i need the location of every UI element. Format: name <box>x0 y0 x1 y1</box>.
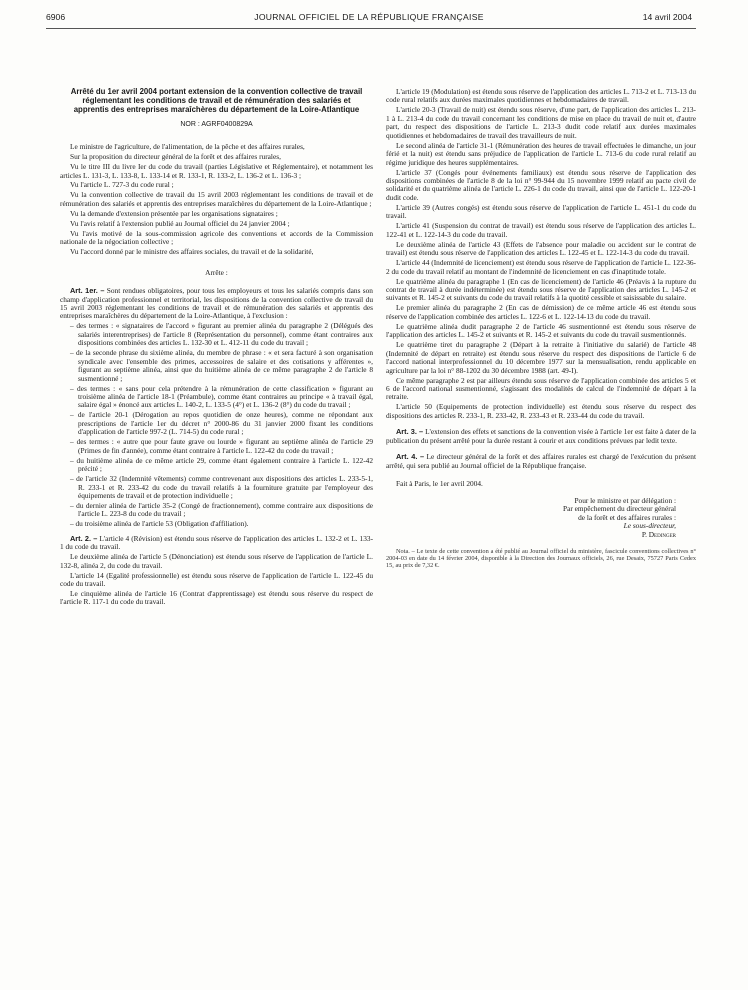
exclusion-item: – du dernier alinéa de l'article 35-2 (Congé de fractionnement), comme contraire aux dispositions de l'article L. 223-8 du code du travail ; <box>70 500 373 519</box>
paragraph: Le cinquième alinéa de l'article 16 (Contrat d'apprentissage) est étendu sous réserve du respect de l'article R. 117-1 du code du travail. <box>60 589 373 607</box>
paragraph: L'article 19 (Modulation) est étendu sous réserve de l'application des articles L. 713-2 et L. 713-13 du code rural relatifs aux durées maximales quotidiennes et hebdomadaires de travail. <box>386 87 696 105</box>
paragraph: Le quatrième alinéa dudit paragraphe 2 de l'article 46 susmentionné est étendu sous réserve de l'application des articles L. 145-2 et suivants et R. 145-2 et suivants du code du travail susmentionnés. <box>386 321 696 340</box>
exclusion-item: – des termes : « sans pour cela prétendre à la rémunération de cette classification » figurant au troisième alinéa de l'article 18-1 (Préambule), comme étant contraires au principe « à travail égal, salaire égal » énoncé aux articles L. 140-2, L. 133-5 (4°) et L. 136-2 (8°) du code du travail ; <box>70 383 373 410</box>
signature-line: Par empêchement du directeur général <box>563 504 676 514</box>
article-text: Le directeur général de la forêt et des affaires rurales est chargé de l'exécution du présent arrêté, qui sera publié au Journal officiel de la République française. <box>386 452 697 470</box>
paragraph: Le deuxième alinéa de l'article 5 (Dénonciation) est étendu sous réserve de l'application de l'article L. 132-8, alinéa 2, du code du travail. <box>60 552 373 570</box>
paragraph: Vu l'avis motivé de la sous-commission agricole des conventions et accords de la Commission nationale de la négociation collective ; <box>60 228 373 247</box>
exclusion-item: – du huitième alinéa de ce même article 29, comme étant également contraire à l'article L. 122-42 précité ; <box>70 455 373 474</box>
footnote: Nota. – Le texte de cette convention a été publié au Journal officiel du ministère, fascicule conventions collectives n° 2004-03 en date du 14 février 2004, disponible à la Direction des Journaux officiels, 26, rue Desaix, 75727 Paris Cedex 15, au prix de 7,32 €. <box>386 547 696 570</box>
done-at: Fait à Paris, le 1er avril 2004. <box>396 479 483 489</box>
article-3 <box>386 428 696 445</box>
paragraph: L'article 41 (Suspension du contrat de travail) est étendu sous réserve de l'application des articles L. 122-41 et L. 122-14-3 du code du travail. <box>386 221 696 239</box>
paragraph: L'article 44 (Indemnité de licenciement) est étendu sous réserve de l'application de l'article L. 122-36-2 du code du travail relatif au montant de l'indemnité de licenciement en cas d'inaptitude totale. <box>386 258 696 276</box>
signature-block <box>386 497 676 540</box>
paragraph: Ce même paragraphe 2 est par ailleurs étendu sous réserve de l'application combinée des articles 5 et 6 de l'accord national susmentionné, s'agissant des modalités de calcul de l'indemnité de départ à la retraite. <box>386 375 696 402</box>
exclusion-item: – de la seconde phrase du sixième alinéa, du membre de phrase : « et sera facturé à son organisation syndicale avec l'ensemble des primes, accessoires de salaire et des cotisations y afférentes », figurant au septième alinéa, ainsi que du huitième alinéa de ce même paragraphe 2 de l'article 8 susmentionné ; <box>70 348 373 383</box>
decree-title: Arrêté du 1er avril 2004 portant extension de la convention collective de travail réglementant les conditions de travail et de rémunération des salariés et apprentis des entreprises maraîchères du département de la Loire-Atlantique <box>70 87 363 114</box>
paragraph: Vu l'article L. 727-3 du code rural ; <box>70 180 174 190</box>
signature-line: Le sous-directeur, <box>623 521 676 531</box>
signature-line: Pour le ministre et par délégation : <box>574 495 676 505</box>
article-label: Art. 2. – <box>70 533 98 543</box>
page-header <box>46 12 692 28</box>
paragraph: Vu la demande d'extension présentée par les organisations signataires ; <box>70 208 278 218</box>
paragraph: L'article 37 (Congés pour événements familiaux) est étendu sous réserve de l'application des dispositions combinées de l'article 8 de la loi n° 99-944 du 15 novembre 1999 relatif au pacte civil de solidarité et du quatrième alinéa de l'article L. 226-1 du code du travail, ainsi que de l'article L. 122-20-1 dudit code. <box>386 167 696 202</box>
header-rule <box>46 28 696 29</box>
issue-date: 14 avril 2004 <box>642 12 692 22</box>
article-4 <box>386 453 696 470</box>
article-label: Art. 1er. – <box>70 286 105 296</box>
paragraph: Le quatrième alinéa du paragraphe 1 (En cas de licenciement) de l'article 46 (Préavis à la rupture du contrat de travail à durée indéterminée) est étendu sous réserve de l'application des articles L. 145-2 et suivants et R. 145-2 et suivants du code du travail relatifs à la quotité cessible et saisissable du salaire. <box>386 276 696 303</box>
article-text: L'extension des effets et sanctions de la convention visée à l'article 1er est faite à dater de la publication du présent arrêté pour la durée restant à courir et aux conditions prévues par ledit texte. <box>386 427 697 445</box>
paragraph: Vu la convention collective de travail du 15 avril 2003 réglementant les conditions de travail et de rémunération des salariés et apprentis des entreprises maraîchères du département de la Loire-Atlantique ; <box>60 190 373 208</box>
left-column <box>60 88 373 608</box>
page-number: 6906 <box>46 12 66 22</box>
article-label: Art. 3. – <box>396 427 424 437</box>
article-1 <box>60 287 373 321</box>
paragraph: Le ministre de l'agriculture, de l'alimentation, de la pêche et des affaires rurales, <box>70 142 305 152</box>
right-column <box>386 88 696 570</box>
paragraph: L'article 20-3 (Travail de nuit) est étendu sous réserve, d'une part, de l'application des articles L. 213-1 à L. 213-4 du code du travail concernant les conditions de mise en place du travail de nuit et, d'autre part, du respect des dispositions de l'article L. 213-3 dudit code relatif aux durées maximales quotidiennes et hebdomadaires de travail des travailleurs de nuit. <box>386 105 696 140</box>
paragraph: Le second alinéa de l'article 31-1 (Rémunération des heures de travail effectuées le dimanche, un jour férié et la nuit) est étendu sans préjudice de l'application de l'article L. 713-6 du code rural relatif au régime juridique des heures supplémentaires. <box>386 140 696 167</box>
arrete-heading: Arrête : <box>205 267 228 277</box>
paragraph: L'article 39 (Autres congés) est étendu sous réserve de l'application de l'article L. 451-1 du code du travail. <box>386 202 696 221</box>
paragraph: Le premier alinéa du paragraphe 2 (En cas de démission) de ce même article 46 est étendu sous réserve de l'application combinée des articles L. 122-6 et L. 122-14-13 du code du travail. <box>386 303 696 321</box>
paragraph: Vu l'accord donné par le ministre des affaires sociales, du travail et de la solidarité, <box>70 247 314 257</box>
article-2 <box>60 535 373 552</box>
journal-title: JOURNAL OFFICIEL DE LA RÉPUBLIQUE FRANÇAISE <box>254 12 484 22</box>
signatory-name: P. Dedinger <box>641 529 676 539</box>
exclusion-item: – des termes : « signataires de l'accord » figurant au premier alinéa du paragraphe 2 (Délégués des salariés interentreprises) de l'article 8 (Représentation du personnel), comme étant contraires aux dispositions combinées des articles L. 132-30 et L. 412-11 du code du travail ; <box>70 321 373 348</box>
paragraph: L'article 14 (Egalité professionnelle) est étendu sous réserve de l'application de l'article L. 122-45 du code du travail. <box>60 570 373 589</box>
article-label: Art. 4. – <box>396 452 425 462</box>
article-text: L'article 4 (Révision) est étendu sous réserve de l'application des articles L. 132-2 et L. 133-1 du code du travail. <box>60 533 374 552</box>
paragraph: Le deuxième alinéa de l'article 43 (Effets de l'absence pour maladie ou accident sur le contrat de travail) est étendu sous réserve de l'application des articles L. 122-45 et L. 122-14-3 du code du travail. <box>386 239 696 258</box>
paragraph: Sur la proposition du directeur général de la forêt et des affaires rurales, <box>70 152 281 162</box>
exclusion-item: – de l'article 32 (Indemnité vêtements) comme contrevenant aux dispositions des articles L. 233-5-1, R. 233-1 et R. 233-42 du code du travail relatifs à la fourniture gratuite par l'employeur des équipements de travail et de protection individuelle ; <box>70 474 373 500</box>
paragraph: Vu l'avis relatif à l'extension publié au Journal officiel du 24 janvier 2004 ; <box>70 218 290 228</box>
paragraph: Le quatrième tiret du paragraphe 2 (Départ à la retraite à l'initiative du salarié) de l'article 48 (Indemnité de départ en retraite) est étendu sous réserve du respect des dispositions de l'article 6 de l'accord national interprofessionnel du 10 décembre 1977 sur la mensualisation, rendu applicable en agriculture par la loi n° 88-1202 du 30 décembre 1988 (art. 49-I). <box>386 340 696 375</box>
exclusion-item: – des termes : « autre que pour faute grave ou lourde » figurant au septième alinéa de l'article 29 (Primes de fin d'année), comme étant contraire à l'article L. 122-42 du code du travail ; <box>70 437 373 455</box>
article-text: Sont rendues obligatoires, pour tous les employeurs et tous les salariés compris dans son champ d'application professionnel et territorial, les dispositions de la convention collective de travail du 15 avril 2003 réglementant les conditions de travail et de rémunération des salariés et apprentis des entreprises maraîchères du département de la Loire-Atlantique, à l'exclusion : <box>60 286 373 321</box>
exclusion-item: – du troisième alinéa de l'article 53 (Obligation d'affiliation). <box>70 519 249 529</box>
signature-line: de la forêt et des affaires rurales : <box>578 512 676 522</box>
paragraph: L'article 50 (Equipements de protection individuelle) est étendu sous réserve du respect des dispositions des articles R. 233-1, R. 233-42, R. 233-43 et R. 233-44 du code du travail. <box>386 402 696 420</box>
paragraph: Vu le titre III du livre Ier du code du travail (parties Législative et Réglementaire), et notamment les articles L. 131-3, L. 133-8, L. 133-14 et R. 133-1, R. 133-2, L. 136-2 et L. 136-3 ; <box>60 162 373 180</box>
nor-reference: NOR : AGRF0400829A <box>180 120 253 128</box>
exclusion-item: – de l'article 20-1 (Dérogation au repos quotidien de onze heures), comme ne répondant aux prescriptions de l'article 1er du décret n° 2000-86 du 31 janvier 2000 fixant les conditions d'application de l'article 997-2 (L. 714-5) du code rural ; <box>70 410 373 437</box>
